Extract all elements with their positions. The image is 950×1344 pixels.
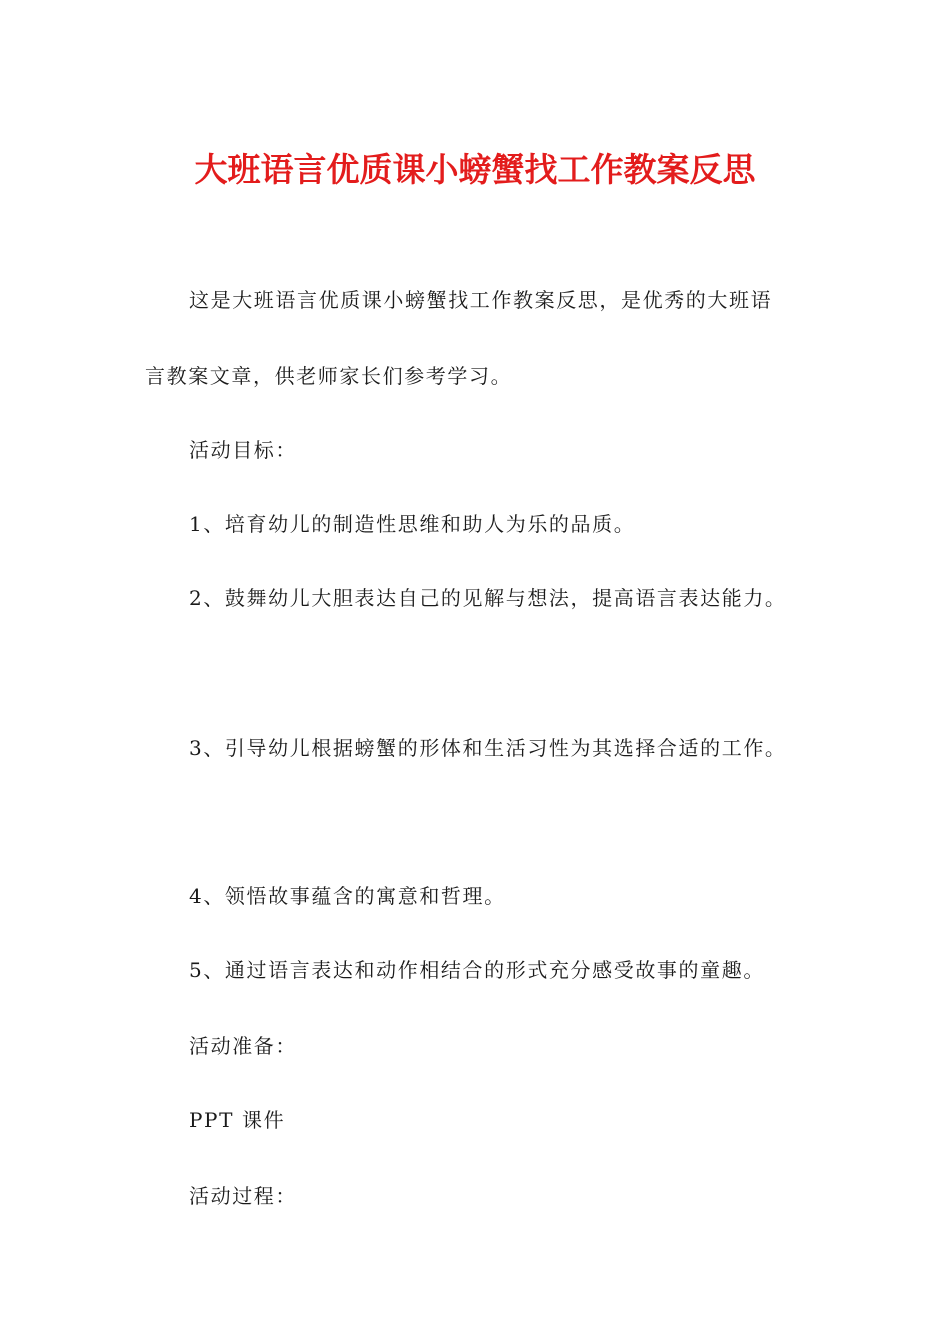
- goals-heading: 活动目标：: [189, 438, 297, 462]
- prep-item: PPT 课件: [189, 1108, 286, 1132]
- goal-item-4: 4、领悟故事蕴含的寓意和哲理。: [189, 884, 506, 908]
- prep-heading: 活动准备：: [189, 1034, 297, 1058]
- intro-paragraph-line-2: 言教案文章，供老师家长们参考学习。: [145, 364, 513, 388]
- intro-paragraph-line-1: 这是大班语言优质课小螃蟹找工作教案反思，是优秀的大班语: [189, 288, 773, 312]
- goal-item-1: 1、培育幼儿的制造性思维和助人为乐的品质。: [189, 512, 636, 536]
- process-heading: 活动过程：: [189, 1184, 297, 1208]
- goal-item-5: 5、通过语言表达和动作相结合的形式充分感受故事的童趣。: [189, 958, 765, 982]
- goal-item-2: 2、鼓舞幼儿大胆表达自己的见解与想法，提高语言表达能力。: [189, 586, 787, 610]
- goal-item-3: 3、引导幼儿根据螃蟹的形体和生活习性为其选择合适的工作。: [189, 736, 787, 760]
- document-title: 大班语言优质课小螃蟹找工作教案反思: [194, 150, 756, 189]
